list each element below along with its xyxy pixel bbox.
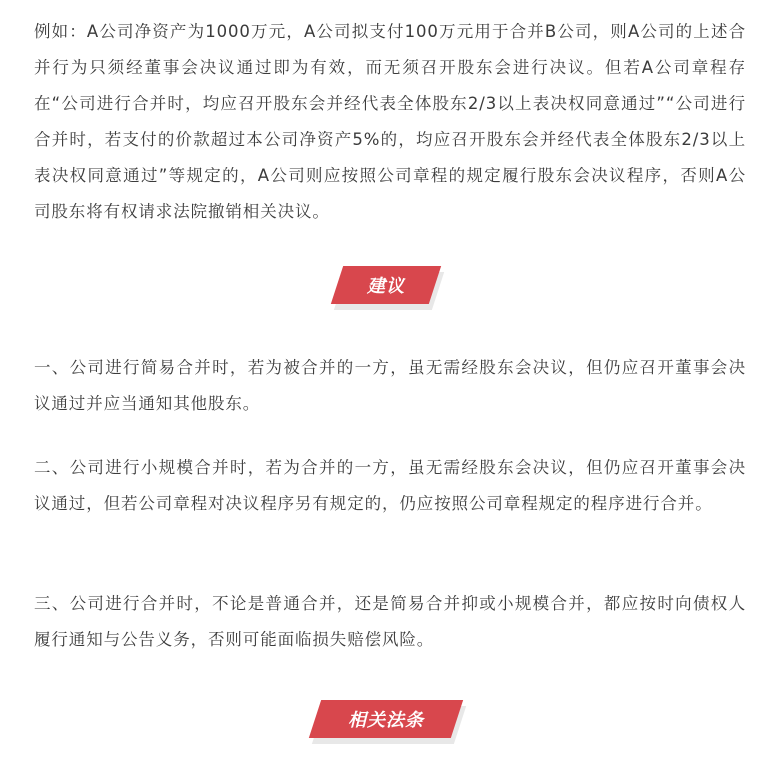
suggestions-section-title: 建议 xyxy=(367,276,405,297)
law-section-badge xyxy=(315,700,457,738)
suggestion-item-3: 三、公司进行合并时，不论是普通合并，还是简易合并抑或小规模合并，都应按时向债权人履行通知与公告义务，否则可能面临损失赔偿风险。 xyxy=(34,594,746,649)
suggestion-item-1: 一、公司进行简易合并时，若为被合并的一方，虽无需经股东会决议，但仍应召开董事会决议通过并应当通知其他股东。 xyxy=(34,358,746,413)
suggestion-item-2: 二、公司进行小规模合并时，若为合并的一方，虽无需经股东会决议，但仍应召开董事会决议通过，但若公司章程对决议程序另有规定的，仍应按照公司章程规定的程序进行合并。 xyxy=(34,458,746,513)
suggestions-section-badge xyxy=(337,266,435,304)
intro-paragraph: 例如：A公司净资产为1000万元，A公司拟支付100万元用于合并B公司，则A公司的上述合并行为只须经董事会决议通过即为有效，而无须召开股东会进行决议。但若A公司章程存在“公司进行合并时，均应召开股东会并经代表全体股东2/3以上表决权同意通过”“公司进行合并时，若支付的价款超过本公司净资产5%的，均应召开股东会并经代表全体股东2/3以上表决权同意通过”等规定的，A公司则应按照公司章程的规定履行股东会决议程序，否则A公司股东将有权请求法院撤销相关决议。 xyxy=(34,22,746,221)
law-section-title: 相关法条 xyxy=(348,710,424,731)
